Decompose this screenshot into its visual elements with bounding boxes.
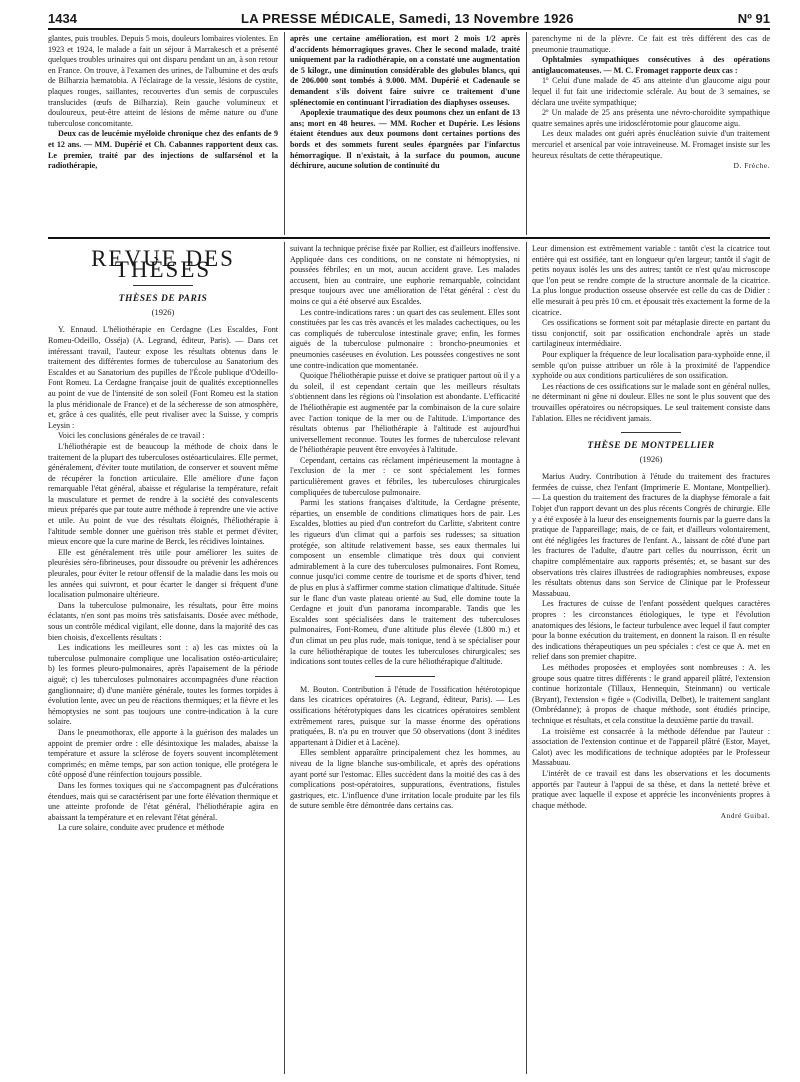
- paragraph: Dans les formes toxiques qui ne s'accompagnent pas d'ulcérations étendues, mais qui se caractérisent par une forte élévation thermique et une atteinte profonde de l'état général, l'héliothérapie agira en abaissant la température et en relevant l'état général.: [48, 780, 278, 822]
- paragraph: après une certaine amélioration, est mort 2 mois 1/2 après d'accidents hémorragiques graves. Chez le second malade, traité uniquement par la radiothérapie, on a constaté une augmentation de 5 kilogr., une diminution considérable des globules blancs, qui de 206.000 sont tombés à 9.000. MM. Dupérié et Cadenaule se demandent s'ils doivent faire suivre ce traitement d'une splénectomie en continuant l'irradiation des diaphyses osseuses.: [290, 34, 520, 107]
- column-divider: [526, 242, 527, 1074]
- paragraph: Parmi les stations françaises d'altitude, la Cerdagne présente, réparties, un ensemble de conditions climatiques hors de pair. Les Escaldes, blotties au pied d'un contrefort du Carlitte, s'abritent contre les rigueurs d'un climat qui a parfois ses rudesses; sa situation protégée, son altitude relativement basse, ses eaux thermales lui composent un ensemble climatique très doux qui convient admirablement à la cure des tuberculoses pulmonaires. Font Romeu, connue jusqu'ici comme centre de tourisme et de sports d'hiver, tend de plus en plus à s'affirmer comme station climatique d'altitude. Située sur le flanc d'un vaste plateau orienté au Sud, elle domine toute la Cerdagne et jouit d'un panorama incomparable. Tandis que les Escaldes sont spécialisées dans le traitement des tuberculoses pulmonaires, Font-Romeu, d'une altitude plus élevée (1.800 m.) et d'un climat un peu plus rude, mais tonique, tend à se spécialiser pour la cure héliothérapique de toutes les tuberculoses chirurgicales; ses indications sont toutes celles de la cure héliothérapique d'altitude.: [290, 498, 520, 667]
- paragraph: Ces ossifications se forment soit par métaplasie directe en partant du tissu conjonctif, soit par ossification enchondrale après un stade cartilagineux intermédiaire.: [532, 318, 770, 349]
- signature: André Guibal.: [720, 811, 770, 821]
- entry-separator: [621, 432, 681, 433]
- paragraph: Les réactions de ces ossifications sur le malade sont en général nulles, ne déterminant ni gêne ni douleur. Elles ne sont le plus souvent que des trouvailles opératoires ou nécropsiques. Le seul traitement consiste dans l'ablation. Elles ne récidivent jamais.: [532, 381, 770, 423]
- column-divider: [526, 32, 527, 235]
- paragraph: Les deux malades ont guéri après énucléation suivie d'un traitement mercuriel et arsenical par voie intraveineuse. M. Fromaget insiste sur les heureux résultats de cette thérapeutique.: [532, 129, 770, 160]
- revue-column-2: [290, 244, 520, 1074]
- subsection-heading: THÈSES DE PARIS: [118, 294, 208, 305]
- paragraph: parenchyme ni de la plèvre. Ce fait est très différent des cas de pneumonie traumatique.: [532, 34, 770, 54]
- paragraph: Quoique l'héliothérapie puisse et doive se pratiquer partout où il y a du soleil, il est cependant certain que les meilleurs résultats s'obtiennent dans les régions où l'insolation est abondante. L'efficacité de l'héliothérapie est augmentée par la combinaison de la cure solaire avec l'action tonique de la mer ou de l'altitude. L'importance des résultats obtenus par l'héliothérapie à l'altitude est aujourd'hui universellement reconnue. Toutes les formes de tuberculose relevant de l'héliothérapie peuvent être envoyées à l'altitude.: [290, 371, 520, 455]
- paragraph: L'héliothérapie est de beaucoup la méthode de choix dans le traitement de la plupart des tuberculoses ostéoarticulaires. Elle permet, généralement, d'éviter toute mutilation, de conserver et souvent même de récupérer la fonction articulaire. Elle améliore d'une façon remarquable l'état général, abaisse et régularise la température, refait la musculature et permet de rendre à la société des convalescents mieux préparés que par toute autre méthode à reprendre une vie active et utile. Au point de vue des résultats éloignés, l'héliothérapie à l'altitude semble donner une guérison très stable et permet d'éviter, mieux encore que la cure marine de Berck, les récidives lointaines.: [48, 441, 278, 547]
- column-divider: [284, 242, 285, 1074]
- paragraph: M. Bouton. Contribution à l'étude de l'ossification hétérotopique dans les cicatrices opératoires (A. Legrand, éditeur, Paris). — Les ossifications hétérotypiques dans les cicatrices opératoires semblent extrêmement rares, puisque sur la masse énorme des opérations pratiquées, B. n'a pu en trouver que 50 observations (dont 3 inédites appartenant à Didier et à Lacène).: [290, 684, 520, 747]
- paragraph: Voici les conclusions générales de ce travail :: [58, 431, 205, 441]
- paragraph: Apoplexie traumatique des deux poumons chez un enfant de 13 ans; mort en 48 heures. — MM. Rocher et Dupérie. Les lésions étaient étendues aux deux poumons dont certaines portions des bords et des sommets furent seules épargnées par l'infarctus hémorragique. Il n'existait, à la surface du poumon, aucune déchirure, aucune solution de continuité du: [290, 108, 520, 171]
- paragraph: Dans le pneumothorax, elle apporte à la guérison des malades un appoint de premier ordre : elle désintoxique les malades, abaisse la température et assure la sclérose de foyers souvent incomplètement comprimés; en même temps, par son action tonique, elle protégera le côté opposé d'une réinfection toujours possible.: [48, 727, 278, 780]
- paragraph: La troisième est consacrée à la méthode défendue par l'auteur : association de l'extension continue et de l'appareil plâtré (Estor, Mayet, Calot) avec les modifications de technique adoptées par le Professeur Massabuau.: [532, 726, 770, 768]
- paragraph: Marius Audry. Contribution à l'étude du traitement des fractures fermées de cuisse, chez l'enfant (Imprimerie E. Montane, Montpellier). — La question du traitement des fractures de la diaphyse fémorale a fait l'objet d'un rapport devant un des plus récents Congrès de chirurgie. Elle y a été exposée à la lueur des enseignements fournis par la guerre dans la pratique de l'appareillage; mais, de ce fait, et d'ailleurs volontairement, ont été négligées les fractures de l'enfant. A., laissant de côté d'une part les fractures de l'adulte, d'autre part celles du nourrisson, écrit un chapitre complémentaire aux rapports présentés; et, se basant sur des observations très claires illustrées de radiographies nombreuses, expose les résultats obtenus dans son Service de Clinique par le Professeur Massabuau.: [532, 472, 770, 598]
- paragraph: 1º Celui d'une malade de 45 ans atteinte d'un glaucome aigu pour lequel il fut fait une iridectomie sclérale. Au bout de 3 semaines, se déclara une uvéite sympathique;: [532, 76, 770, 107]
- paragraph: Les fractures de cuisse de l'enfant possèdent quelques caractères propres : les circonstances étiologiques, le type et l'évolution anatomiques des lésions, le facteur turbulence avec lequel il faut compter pour la bonne exécution du traitement, en donnent la raison. Il en résulte des indications thérapeutiques un peu spéciales : c'est ce que A. met en relief dans son premier chapitre.: [532, 599, 770, 662]
- subsection-heading: THÈSE DE MONTPELLIER: [587, 441, 715, 452]
- paragraph: Les méthodes proposées et employées sont nombreuses : A. les groupe sous quatre titres différents : le grand appareil plâtré, l'extension continue horizontale (Tillaux, Hennequin, Steinmann) ou verticale (Bryant), l'extension « figée » (Codivilla, Delbet), le traitement sanglant (Ombrédanne); à propos de chaque méthode, sont étudiés principe, technique et résultats, et cela constitue la deuxième partie du travail.: [532, 662, 770, 725]
- paragraph: Pour expliquer la fréquence de leur localisation para-xyphoïde enne, il semble qu'on puisse attribuer un rôle à la proximité de l'appendice xyphoïde ou aux conditions particulières de son ossification.: [532, 349, 770, 381]
- subsection-year: (1926): [639, 453, 663, 464]
- paragraph: glantes, puis troubles. Depuis 5 mois, douleurs lombaires violentes. En 1923 et 1924, le malade a fait un séjour à Marrakesch et a présenté quelques troubles urinaires qui ont disparu pendant un an, à son retour en France. On trouve, à l'examen des urines, de l'albumine et des œufs de Bilharzia hæmatobia. A l'éclairage de la vessie, lésions de cystite, plaques rouges, saillantes, recouvertes d'un semis de corpuscules translucides (œufs de Bilharzia). Rein gauche volumineux et douloureux, peut-être atteint de lésions de même nature ou d'une tuberculose concomitante.: [48, 34, 278, 128]
- entry-separator: [375, 676, 435, 677]
- top-column-2: [290, 34, 520, 234]
- column-divider: [284, 32, 285, 235]
- paragraph: Elles semblent apparaître principalement chez les hommes, au niveau de la ligne blanche sus-ombilicale, et après des opérations ayant porté sur l'estomac. Elles succèdent dans la moitié des cas à des complications post-opératoires, suppurations, éventrations, fistules gastriques, etc. L'influence d'une irritation locale produite par les fils de suture semble être démontrée dans certains cas.: [290, 748, 520, 811]
- title-rule: [133, 285, 193, 286]
- paragraph: Leur dimension est extrêmement variable : tantôt c'est la cicatrice tout entière qui est ossifiée, tant en longueur qu'en largeur; tantôt il s'agit de petits noyaux isolés les uns des autres; tantôt ce n'est qu'au microscope que l'on peut se rendre compte de la structure anormale de la cicatrice. La plus longue production osseuse observée est celle du cas de Didier : elle mesurait à peu près 10 cm. et épousait très exactement la forme de la cicatrice.: [532, 244, 770, 317]
- subsection-year: (1926): [151, 306, 175, 317]
- section-title: REVUE DES THÈSES: [91, 246, 235, 282]
- paragraph: Dans la tuberculose pulmonaire, les résultats, pour être moins éclatants, n'en sont pas moins très satisfaisants. Dosée avec méthode, sous un contrôle médical vigilant, elle donne, dans la majorité des cas bien choisis, d'excellents résultats :: [48, 600, 278, 642]
- paragraph: Y. Ennaud. L'héliothérapie en Cerdagne (Les Escaldes, Font Romeu-Odeillo, Osséja) (A. Legrand, éditeur, Paris). — Dans cet intéressant travail, l'auteur expose les résultats obtenus dans le traitement des différentes formes de tuberculose au Sanatorium des Escaldes et au Sanatorium des pupilles de l'École publique d'Odeillo-Font Romeu. La Cerdagne française jouit de qualités exceptionnelles au point de vue de l'intensité de son soleil (Font Romeu est la station la plus méridionale de France) et de la sécheresse de son atmosphère, et, grâce à ces qualités, elle peut rivaliser avec la Suisse, y compris Leysin :: [48, 325, 278, 430]
- running-header: [48, 8, 770, 30]
- paragraph: L'intérêt de ce travail est dans les observations et les documents apportés par l'auteur à l'appui de sa thèse, et dans la netteté brève et pratique avec laquelle il expose et apprécie les inconvénients propres à chaque méthode.: [532, 768, 770, 810]
- paragraph: 2º Un malade de 25 ans présenta une névro-choroïdite sympathique quatre semaines après une iridosclérotomie pour glaucome aigu.: [532, 108, 770, 128]
- paragraph: Cependant, certains cas réclament impérieusement la montagne à l'exclusion de la mer : ce sont spécialement les formes particulièrement graves et fébriles, les tuberculoses chirurgicales compliquées de tuberculose pulmonaire.: [290, 455, 520, 497]
- section-divider: [48, 237, 770, 239]
- paragraph: Les indications les meilleures sont : a) les cas mixtes où la tuberculose pulmonaire complique une localisation ostéo-articulaire; b) les formes pleuro-pulmonaires, après l'apaisement de la période aiguë; c) les tuberculoses pulmonaires accompagnées d'une réaction ganglionnaire; d) d'une manière générale, toutes les formes torpides à évolution lente, avec un peu de réactions thermiques; et la fièvre et les hémoptysies ne sont pas toujours une contre-indication à la cure solaire.: [48, 643, 278, 727]
- top-column-1: [48, 34, 278, 234]
- paragraph: La cure solaire, conduite avec prudence et méthode: [58, 823, 225, 833]
- journal-title: LA PRESSE MÉDICALE, Samedi, 13 Novembre 1926: [240, 10, 574, 26]
- paragraph: Elle est généralement très utile pour améliorer les suites de pleurésies séro-fibrineuses, pour dissoudre ou prévenir les adhérences pleurales, pour éviter le retour offensif de la maladie dans les mois ou les années qui suivront, et pour écarter le danger si fréquent d'une localisation pulmonaire ultérieure.: [48, 547, 278, 600]
- top-column-3: [532, 34, 770, 234]
- paragraph: Ophtalmies sympathiques consécutives à des opérations antiglaucomateuses. — M. C. Fromaget rapporte deux cas :: [532, 55, 770, 75]
- revue-column-1: [48, 244, 278, 1074]
- revue-column-3: [532, 244, 770, 1074]
- page-number: 1434: [48, 10, 77, 26]
- issue-number: Nº 91: [737, 10, 770, 26]
- paragraph: Les contre-indications rares : un quart des cas seulement. Elles sont constituées par les cas très avancés et les malades cachectiques, ou les cas compliqués de tuberculose intestinale grave; enfin, les formes aiguës de la tuberculose pulmonaire : broncho-pneumonies et pneumonies caséeuses en évolution. Les poussées congestives ne sont une contre-indication que momentanée.: [290, 307, 520, 370]
- signature: D. Frèche.: [733, 161, 770, 171]
- paragraph: Deux cas de leucémie myéloïde chronique chez des enfants de 9 et 12 ans. — MM. Dupérié et Ch. Cabannes rapportent deux cas. Le premier, traité par des injections de sulfarsénol et la radiothérapie,: [48, 129, 278, 171]
- paragraph: suivant la technique précise fixée par Rollier, est d'ailleurs inoffensive. Appliquée dans ces conditions, on ne constate ni hémoptysies, ni poussées fébriles; en un mot, aucun accident grave. Les malades accusent, bien au contraire, une euphorie remarquable, coïncidant presque toujours avec une amélioration de l'état général : c'est du moins ce qui a été observé aux Escaldes.: [290, 244, 520, 306]
